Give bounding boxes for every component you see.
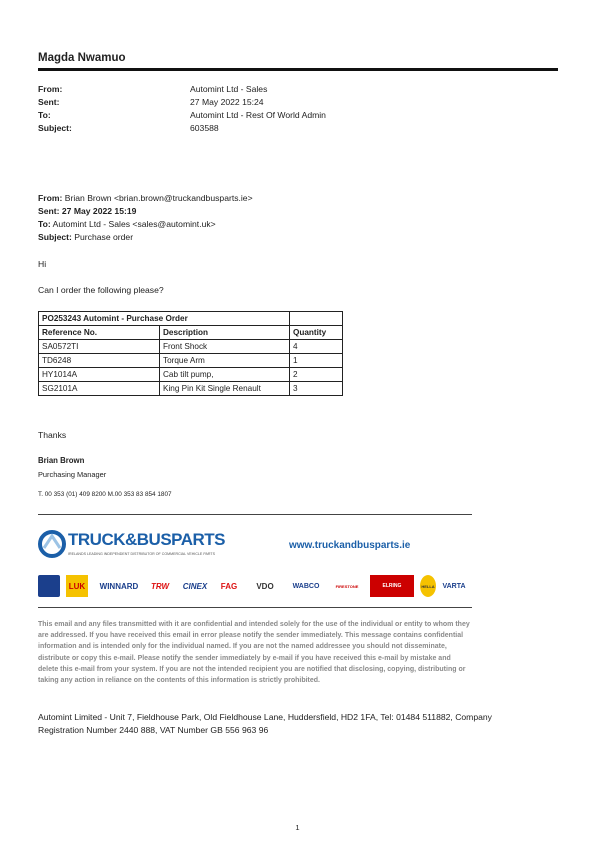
cell-reference: TD6248	[39, 354, 160, 368]
table-title: PO253243 Automint - Purchase Order	[39, 312, 290, 326]
cell-reference: SA0572TI	[39, 340, 160, 354]
from-label: From:	[38, 84, 63, 94]
thanks-line: Thanks	[38, 430, 67, 440]
sent-label: Sent:	[38, 97, 60, 107]
fw-subject-value: Purchase order	[74, 232, 134, 242]
table-header-row	[39, 326, 343, 340]
fw-sent	[38, 206, 136, 216]
company-banner	[38, 522, 470, 572]
cell-description: Cab tilt pump,	[160, 368, 290, 382]
fw-from-label: From:	[38, 193, 63, 203]
fw-subject-label: Subject:	[38, 232, 72, 242]
disclaimer: This email and any files transmitted with it are confidential and intended solely for the use of the individual or entity to whom they are addressed. If you have received this email in error please notify the sender immediately. This message contains confidential information and is intended only for the individual named. If you are not the named addressee you should not disseminate, distribute or copy this e-mail. Please notify the sender immediately by e-mail if you have received this e-mail by mistake and delete this e-mail from your system. If you are not the intended recipient you are notified that disclosing, copying, distributing or taking any action in reliance on the contents of this information is strictly prohibited.	[38, 621, 470, 685]
cell-quantity: 4	[290, 340, 343, 354]
cell-description: Torque Arm	[160, 354, 290, 368]
logo-vdo: VDO	[256, 581, 274, 591]
sent-value: 27 May 2022 15:24	[190, 97, 264, 107]
signature-phones: T. 00 353 (01) 409 8200 M.00 353 83 854 1807	[38, 491, 172, 498]
cell-reference: HY1014A	[39, 368, 160, 382]
supplier-logos	[38, 575, 470, 597]
page-number: 1	[295, 823, 300, 832]
cell-quantity: 3	[290, 382, 343, 396]
subject-value: 603588	[190, 123, 219, 133]
logo-varta: VARTA	[442, 582, 466, 590]
greeting: Hi	[38, 259, 47, 269]
col-header-description: Description	[160, 326, 290, 340]
col-header-reference: Reference No.	[39, 326, 160, 340]
signature-name: Brian Brown	[38, 456, 85, 465]
table-row	[39, 382, 343, 396]
fw-to-value[interactable]: Automint Ltd - Sales <sales@automint.uk>	[52, 219, 216, 229]
to-label: To:	[38, 110, 51, 120]
from-value: Automint Ltd - Sales	[190, 84, 268, 94]
banner-divider	[38, 607, 472, 608]
company-footer: Automint Limited - Unit 7, Fieldhouse Park, Old Fieldhouse Lane, Huddersfield, HD2 1FA, Tel: 01484 511882, Company Registration Number 2440 888, VAT Number GB 556 963 96	[38, 712, 492, 735]
col-header-quantity: Quantity	[290, 326, 343, 340]
table-cell	[290, 312, 343, 326]
fw-subject	[38, 232, 133, 242]
brand-website[interactable]: www.truckandbusparts.ie	[289, 540, 411, 551]
logo-wabco: WABCO	[292, 582, 320, 590]
brand-name: TRUCK&BUSPARTS	[68, 530, 226, 549]
signature-divider	[38, 514, 472, 515]
fw-to	[38, 219, 216, 229]
logo-luk: LUK	[66, 575, 88, 597]
cell-quantity: 1	[290, 354, 343, 368]
logo-trw: TRW	[150, 581, 170, 591]
logo-elring: ELRING	[370, 575, 414, 597]
signature-title: Purchasing Manager	[38, 470, 107, 479]
cell-quantity: 2	[290, 368, 343, 382]
fw-to-label: To:	[38, 219, 51, 229]
fw-sent-value: 27 May 2022 15:19	[61, 206, 137, 216]
purchase-order-table	[38, 311, 343, 396]
logo-firestone: FIRESTONE	[335, 583, 359, 589]
table-row	[39, 368, 343, 382]
logo-fag: FAG	[220, 581, 238, 591]
logo-cinex: CINEX	[182, 581, 208, 591]
brand-tagline: IRELANDS LEADING INDEPENDENT DISTRIBUTOR OF COMMERCIAL VEHICLE PARTS	[68, 552, 215, 556]
table-title-row	[39, 312, 343, 326]
table-row	[39, 340, 343, 354]
bosch-badge-icon	[38, 575, 60, 597]
cell-description: King Pin Kit Single Renault	[160, 382, 290, 396]
logo-hella: HELLA	[420, 575, 436, 597]
logo-winnard: WINNARD	[99, 581, 139, 591]
fw-from-value[interactable]: Brian Brown <brian.brown@truckandbusparts.ie>	[64, 193, 253, 203]
table-row	[39, 354, 343, 368]
request-line: Can I order the following please?	[38, 285, 164, 295]
mailbox-owner: Magda Nwamuo	[38, 52, 126, 64]
to-value: Automint Ltd - Rest Of World Admin	[190, 110, 326, 120]
header-rule	[38, 68, 558, 71]
fw-from	[38, 193, 253, 203]
fw-sent-label: Sent:	[38, 206, 60, 216]
subject-label: Subject:	[38, 123, 72, 133]
cell-reference: SG2101A	[39, 382, 160, 396]
cell-description: Front Shock	[160, 340, 290, 354]
